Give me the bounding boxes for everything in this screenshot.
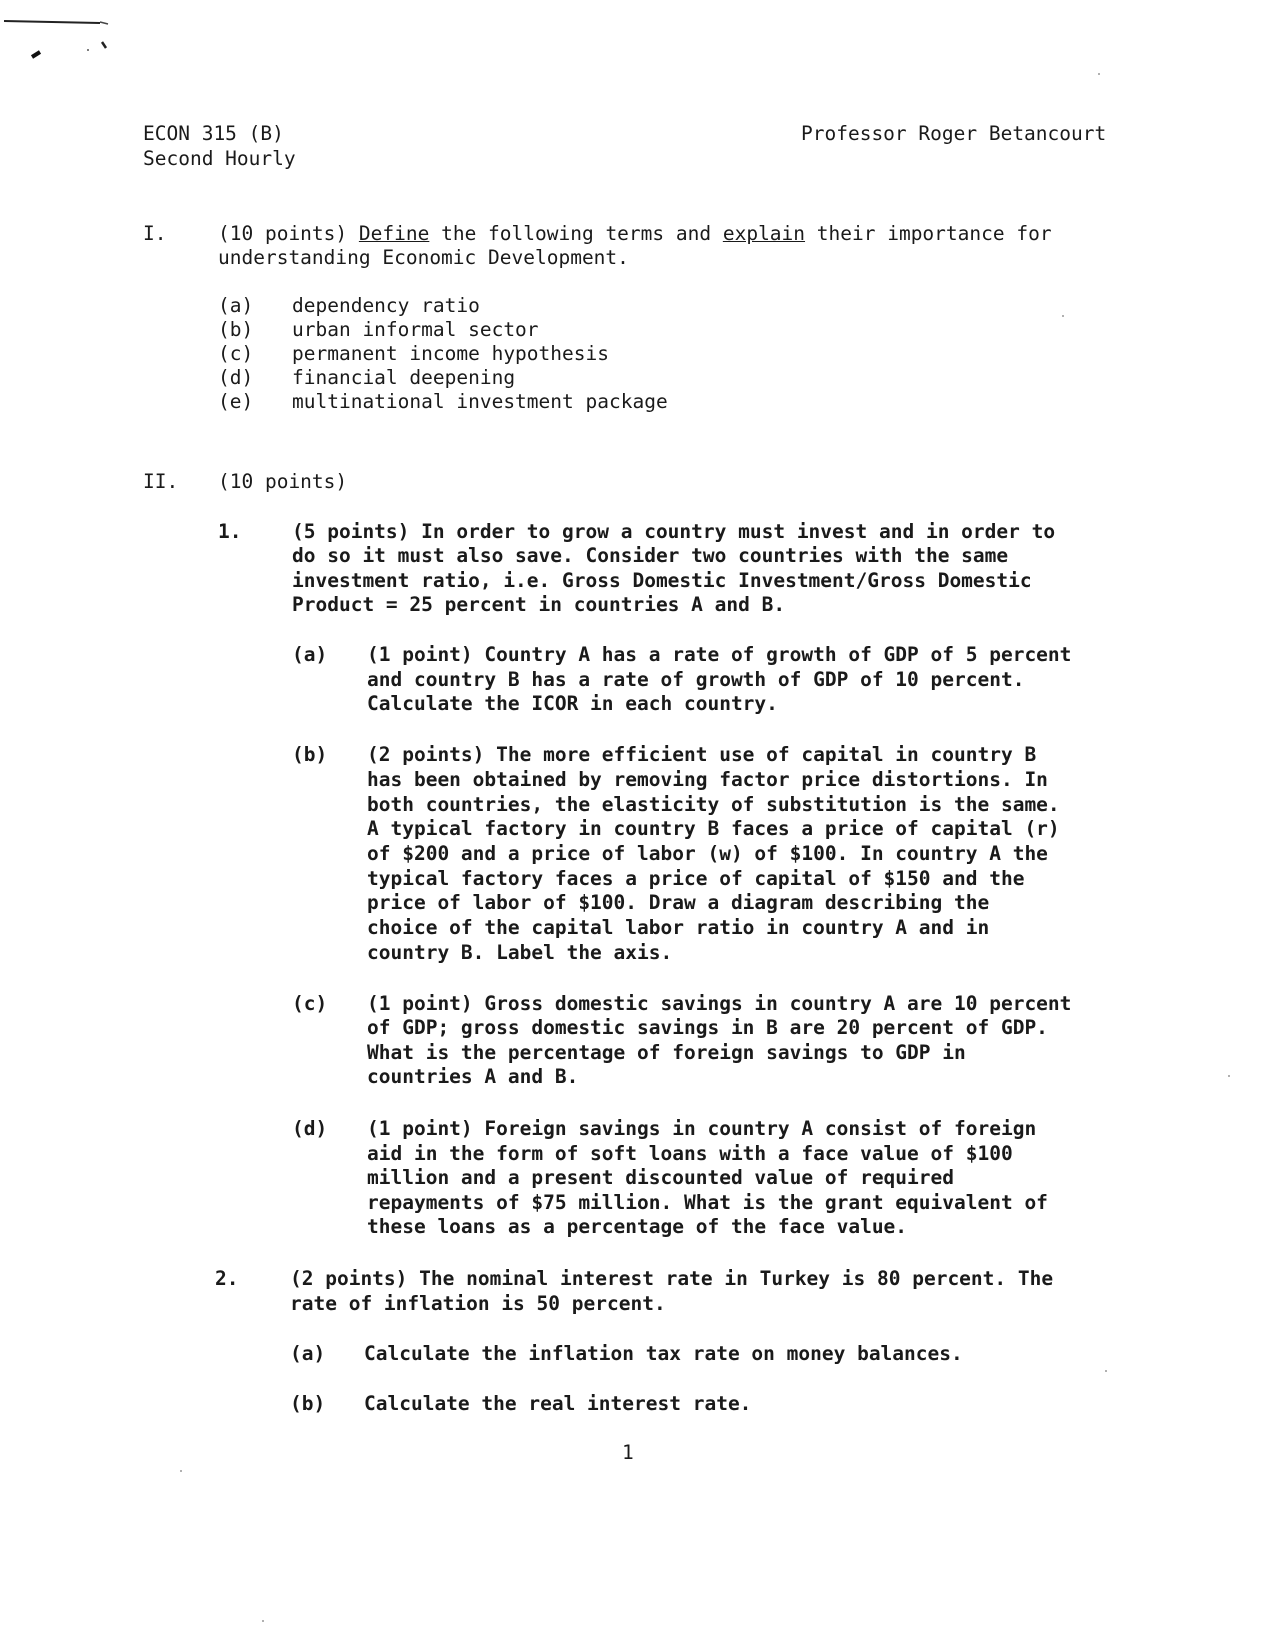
scan-artifact-mark <box>0 10 120 60</box>
part-line: both countries, the elasticity of substitution is the same. <box>367 793 1060 816</box>
term-label: (d) <box>218 366 254 389</box>
term-label: (a) <box>218 294 254 317</box>
scan-speck <box>180 1470 182 1472</box>
part-label: (c) <box>292 992 328 1015</box>
scan-speck <box>262 1620 264 1622</box>
question-2-number: 2. <box>215 1267 239 1290</box>
part-line: price of labor of $100. Draw a diagram describing the <box>367 891 990 914</box>
part-label: (a) <box>290 1342 326 1365</box>
section-1-points: (10 points) <box>218 222 359 245</box>
part-line: Calculate the ICOR in each country. <box>367 692 778 715</box>
term-text: multinational investment package <box>292 390 668 413</box>
part-label: (a) <box>292 643 328 666</box>
part-line: (2 points) The more efficient use of capital in country B <box>367 743 1037 766</box>
section-1-tail: their importance for <box>805 222 1052 245</box>
part-label: (b) <box>292 743 328 766</box>
explain-word: explain <box>722 222 806 245</box>
part-line: of GDP; gross domestic savings in B are 20 percent of GDP. <box>367 1016 1048 1039</box>
question-1-line: investment ratio, i.e. Gross Domestic Investment/Gross Domestic <box>292 569 1032 592</box>
question-1-number: 1. <box>218 520 242 543</box>
part-line: What is the percentage of foreign savings to GDP in <box>367 1041 966 1064</box>
professor-name: Professor Roger Betancourt <box>801 122 1107 145</box>
part-label: (d) <box>292 1117 328 1140</box>
part-line: typical factory faces a price of capital of $150 and the <box>367 867 1025 890</box>
part-line: repayments of $75 million. What is the grant equivalent of <box>367 1191 1048 1214</box>
part-line: has been obtained by removing factor price distortions. In <box>367 768 1048 791</box>
page-number: 1 <box>622 1441 634 1464</box>
term-text: dependency ratio <box>292 294 480 317</box>
part-line: (1 point) Gross domestic savings in country A are 10 percent <box>367 992 1072 1015</box>
question-1-line: (5 points) In order to grow a country must invest and in order to <box>292 520 1056 543</box>
section-1-instruction-line-2: understanding Economic Development. <box>218 246 629 269</box>
section-1-number: I. <box>143 222 167 245</box>
section-1-mid: the following terms and <box>429 222 723 245</box>
section-1-instruction <box>218 222 1052 247</box>
question-1-line: do so it must also save. Consider two countries with the same <box>292 544 1009 567</box>
term-text: permanent income hypothesis <box>292 342 609 365</box>
scan-speck <box>1062 315 1064 317</box>
scan-speck <box>1105 1370 1107 1372</box>
part-line: Calculate the real interest rate. <box>364 1392 752 1415</box>
scan-speck <box>1098 73 1100 75</box>
part-line: million and a present discounted value of required <box>367 1166 954 1189</box>
section-2-points: (10 points) <box>218 470 348 493</box>
term-label: (b) <box>218 318 254 341</box>
question-1-line: Product = 25 percent in countries A and B. <box>292 593 786 616</box>
term-label: (e) <box>218 390 254 413</box>
scan-speck <box>1228 1075 1230 1077</box>
part-line: and country B has a rate of growth of GDP of 10 percent. <box>367 668 1025 691</box>
part-line: (1 point) Foreign savings in country A consist of foreign <box>367 1117 1037 1140</box>
question-2-line: rate of inflation is 50 percent. <box>290 1292 666 1315</box>
part-line: A typical factory in country B faces a price of capital (r) <box>367 817 1060 840</box>
part-line: choice of the capital labor ratio in country A and in <box>367 916 990 939</box>
part-line: (1 point) Country A has a rate of growth of GDP of 5 percent <box>367 643 1072 666</box>
term-text: financial deepening <box>292 366 516 389</box>
part-line: countries A and B. <box>367 1065 579 1088</box>
part-line: aid in the form of soft loans with a face value of $100 <box>367 1142 1013 1165</box>
part-line: of $200 and a price of labor (w) of $100. In country A the <box>367 842 1048 865</box>
define-word: Define <box>358 222 430 245</box>
part-line: country B. Label the axis. <box>367 941 673 964</box>
section-2-number: II. <box>143 470 179 493</box>
course-code: ECON 315 (B) <box>143 122 284 145</box>
term-label: (c) <box>218 342 254 365</box>
part-label: (b) <box>290 1392 326 1415</box>
term-text: urban informal sector <box>292 318 539 341</box>
part-line: Calculate the inflation tax rate on money balances. <box>364 1342 963 1365</box>
exam-title: Second Hourly <box>143 147 296 170</box>
question-2-line: (2 points) The nominal interest rate in Turkey is 80 percent. The <box>290 1267 1054 1290</box>
part-line: these loans as a percentage of the face value. <box>367 1215 908 1238</box>
